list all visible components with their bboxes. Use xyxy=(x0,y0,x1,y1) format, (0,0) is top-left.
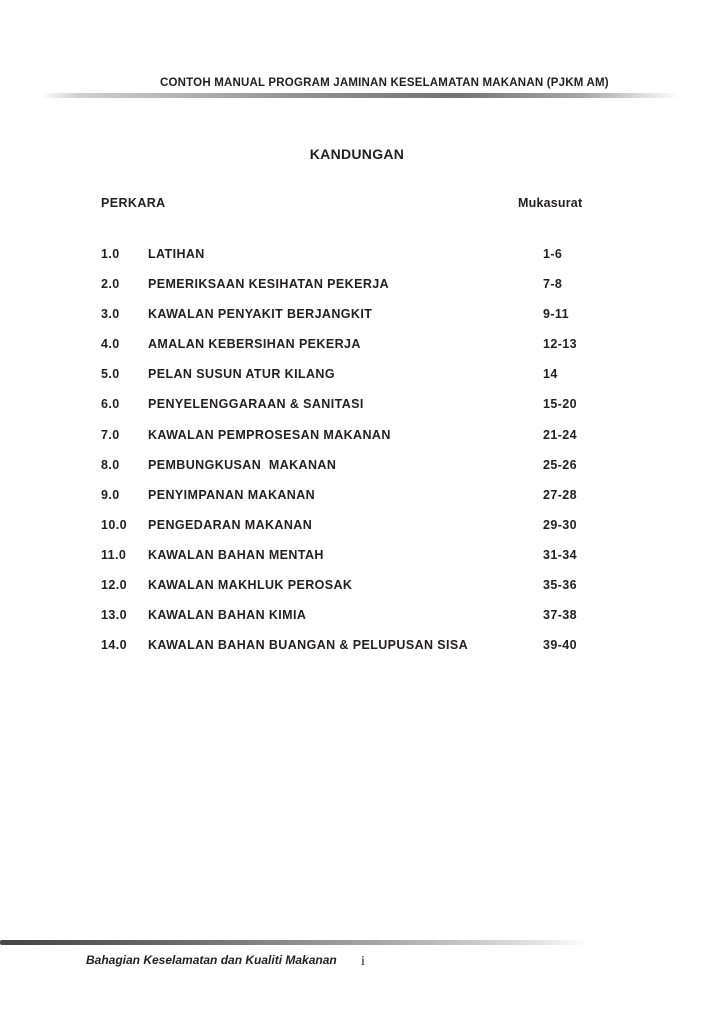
toc-row[interactable] xyxy=(0,337,728,367)
running-header: CONTOH MANUAL PROGRAM JAMINAN KESELAMATAN MAKANAN (PJKM AM) xyxy=(160,77,609,89)
toc-number: 7.0 xyxy=(101,427,120,442)
toc-label: LATIHAN xyxy=(148,247,205,261)
toc-row[interactable] xyxy=(0,488,728,518)
page-title xyxy=(0,146,728,162)
toc-label: KAWALAN PENYAKIT BERJANGKIT xyxy=(148,307,373,322)
toc-number: 1.0 xyxy=(101,247,120,261)
toc-page-range: 21-24 xyxy=(543,427,577,442)
page-number: i xyxy=(361,954,365,969)
toc-label: PEMBUNGKUSAN MAKANAN xyxy=(148,457,337,472)
toc-row[interactable] xyxy=(0,548,728,578)
toc-row[interactable] xyxy=(0,578,728,608)
toc-row[interactable] xyxy=(0,307,728,337)
footer-rule xyxy=(0,940,590,945)
toc-page-range: 7-8 xyxy=(543,277,563,292)
toc-page-range: 29-30 xyxy=(543,517,577,532)
footer-department: Bahagian Keselamatan dan Kualiti Makanan xyxy=(86,953,337,967)
toc-row[interactable] xyxy=(0,638,728,668)
toc-number: 9.0 xyxy=(101,487,120,502)
table-of-contents xyxy=(0,247,728,668)
toc-label: PENYIMPANAN MAKANAN xyxy=(148,487,316,502)
toc-page-range: 39-40 xyxy=(543,638,577,653)
toc-page-range: 25-26 xyxy=(543,457,577,472)
toc-page-range: 15-20 xyxy=(543,397,577,412)
toc-label: KAWALAN BAHAN KIMIA xyxy=(148,608,307,623)
header-rule xyxy=(40,93,680,98)
toc-label: KAWALAN PEMPROSESAN MAKANAN xyxy=(148,427,391,442)
toc-number: 6.0 xyxy=(101,397,120,412)
column-header-page: Mukasurat xyxy=(518,196,583,210)
toc-row[interactable] xyxy=(0,608,728,638)
page-title-text: KANDUNGAN xyxy=(309,146,405,162)
toc-page-range: 37-38 xyxy=(543,608,577,623)
toc-page-range: 14 xyxy=(543,367,558,382)
toc-page-range: 9-11 xyxy=(543,307,569,322)
toc-page-range: 12-13 xyxy=(543,337,577,352)
column-header-item: PERKARA xyxy=(101,196,166,210)
toc-page-range: 35-36 xyxy=(543,578,577,593)
toc-number: 4.0 xyxy=(101,337,120,352)
toc-row[interactable] xyxy=(0,397,728,427)
toc-number: 3.0 xyxy=(101,307,120,322)
toc-label: PEMERIKSAAN KESIHATAN PEKERJA xyxy=(148,277,390,292)
toc-number: 11.0 xyxy=(101,547,127,562)
toc-number: 13.0 xyxy=(101,608,127,623)
toc-number: 12.0 xyxy=(101,578,127,593)
toc-number: 10.0 xyxy=(101,517,127,532)
toc-label: KAWALAN BAHAN MENTAH xyxy=(148,547,324,562)
toc-number: 8.0 xyxy=(101,457,120,472)
toc-row[interactable] xyxy=(0,518,728,548)
toc-label: PELAN SUSUN ATUR KILANG xyxy=(148,367,335,382)
toc-label: KAWALAN MAKHLUK PEROSAK xyxy=(148,578,353,593)
toc-number: 14.0 xyxy=(101,638,127,653)
toc-page-range: 1-6 xyxy=(543,247,563,261)
toc-row[interactable] xyxy=(0,247,728,277)
toc-label: KAWALAN BAHAN BUANGAN & PELUPUSAN SISA xyxy=(148,638,469,653)
toc-row[interactable] xyxy=(0,458,728,488)
toc-number: 2.0 xyxy=(101,277,120,292)
toc-label: AMALAN KEBERSIHAN PEKERJA xyxy=(148,337,361,352)
toc-label: PENGEDARAN MAKANAN xyxy=(148,517,313,532)
toc-row[interactable] xyxy=(0,277,728,307)
toc-page-range: 27-28 xyxy=(543,487,577,502)
toc-row[interactable] xyxy=(0,428,728,458)
toc-row[interactable] xyxy=(0,367,728,397)
toc-page-range: 31-34 xyxy=(543,547,577,562)
toc-number: 5.0 xyxy=(101,367,120,382)
toc-label: PENYELENGGARAAN & SANITASI xyxy=(148,397,364,412)
